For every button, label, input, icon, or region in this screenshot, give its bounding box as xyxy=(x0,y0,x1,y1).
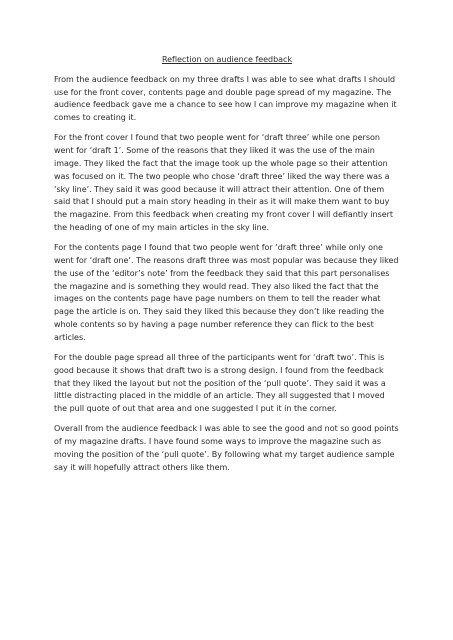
document-body xyxy=(54,54,400,482)
paragraph-overall: Overall from the audience feedback I was able to see the good and not so good points of my magazine drafts. I have found some ways to improve the magazine such as moving the position of the ‘pull quote’. By following what my target audience sample say it will hopefully attract others like them. xyxy=(54,424,399,472)
paragraph-double-page-spread: For the double page spread all three of the participants went for ‘draft two’. This is good because it shows that draft two is a strong design. I found from the feedback that they liked the layout but not the position of the ‘pull quote’. They said it was a little distracting placed in the middle of an article. They all suggested that I moved the pull quote of out that area and one suggested I put it in the corner. xyxy=(54,352,386,414)
document-title: Reflection on audience feedback xyxy=(161,55,293,64)
paragraph-front-cover: For the front cover I found that two people went for ‘draft three’ while one person went for ‘draft 1’. Some of the reasons that they liked it was the use of the main image. They liked the fact that the image took up the whole page so their attention was focused on it. The two people who chose ‘draft three’ liked the way there was a ‘sky line’. They said it was good because it will attract their attention. One of them said that I should put a main story heading in their as it will make them want to buy the magazine. From this feedback when creating my front cover I will defiantly insert the heading of one of my main articles in the sky line. xyxy=(54,133,394,232)
paragraph-introduction: From the audience feedback on my three drafts I was able to see what drafts I should use for the front cover, contents page and double page spread of my magazine. The audience feedback gave me a chance to see how I can improve my magazine when it comes to creating it. xyxy=(54,74,397,123)
paragraph-contents-page: For the contents page I found that two people went for ‘draft three’ while only one went for ‘draft one’. The reasons draft three was most popular was because they liked the use of the ‘editor’s note’ from the feedback they said that this part personalises the magazine and is something they would read. They also liked the fact that the images on the contents page have page numbers on them to tell the reader what page the article is on. They said they liked this because they don’t like reading the whole contents so by having a page number reference they can flick to the best articles. xyxy=(54,243,399,342)
